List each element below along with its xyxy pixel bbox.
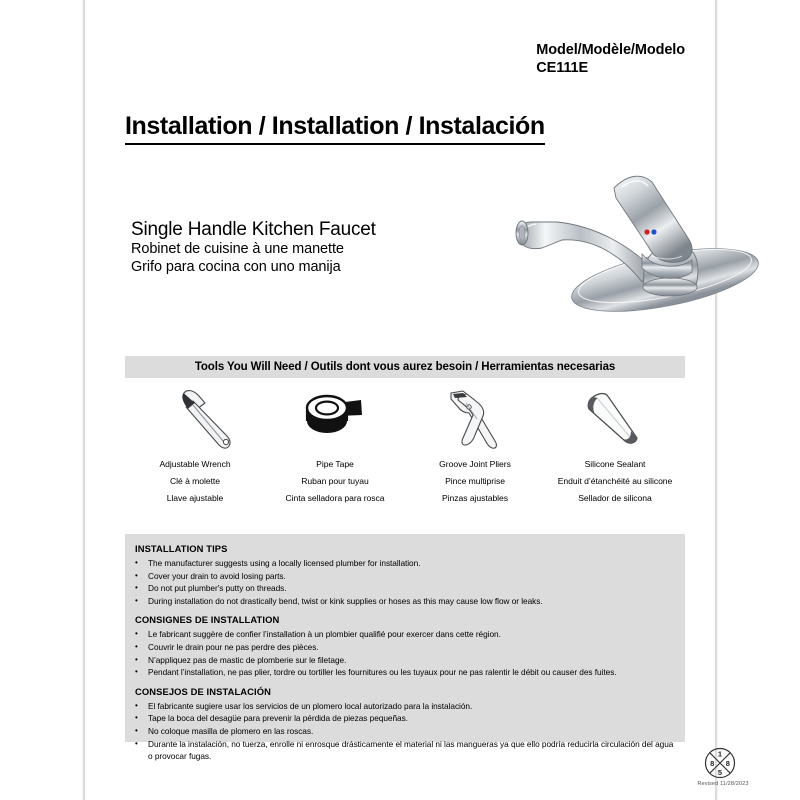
tips-list-en — [135, 557, 675, 607]
product-name-fr: Robinet de cuisine à une manette — [131, 241, 344, 258]
product-name-en: Single Handle Kitchen Faucet — [131, 219, 376, 240]
tip-text: Pendant l’installation, ne pas plier, tordre ou tortiller les fournitures ou les tuyaux pour ne pas ralentir le débit ou causer des fuites. — [148, 667, 617, 678]
installation-tips-panel — [125, 534, 685, 762]
tip-item — [135, 700, 675, 713]
model-number: CE111E — [536, 60, 589, 77]
groove-joint-pliers-icon — [433, 380, 517, 456]
tool-label-en: Adjustable Wrench — [159, 459, 231, 469]
revision-note: Revised 11/28/2023 — [697, 781, 749, 787]
tool-label-group — [439, 456, 511, 508]
product-name-es: Grifo para cocina con uno manija — [131, 258, 341, 275]
bullet-icon: • — [135, 738, 138, 748]
bullet-icon: • — [135, 570, 138, 580]
tip-text: Le fabricant suggère de confier l’installation à un plombier qualifié pour exercer dans cette région. — [148, 629, 501, 640]
bullet-icon: • — [135, 713, 138, 723]
tip-text: Do not put plumber's putty on threads. — [148, 583, 287, 594]
tool-label-fr: Clé à molette — [170, 476, 220, 487]
bullet-icon: • — [135, 583, 138, 593]
bullet-icon: • — [135, 654, 138, 664]
tips-title-es: CONSEJOS DE INSTALACIÓN — [135, 685, 271, 697]
tip-text: N’appliquez pas de mastic de plomberie sur le filetage. — [148, 654, 347, 665]
tip-text: Cover your drain to avoid losing parts. — [148, 570, 286, 581]
tool-item-pipe-tape — [265, 380, 405, 508]
bullet-icon: • — [135, 642, 138, 652]
adjustable-wrench-icon — [153, 380, 237, 456]
logo-digit-left: 8 — [710, 759, 715, 768]
cold-indicator-dot — [651, 229, 656, 234]
model-label-line: Model/Modèle/Modelo — [536, 42, 685, 58]
tip-text: During installation do not drastically bend, twist or kink supplies or hoses as this may cause low flow or leaks. — [148, 595, 543, 606]
silicone-sealant-icon — [573, 380, 657, 456]
tool-label-group — [159, 456, 230, 508]
tip-text: No coloque masilla de plomero en las roscas. — [148, 726, 314, 737]
tool-label-es: Sellador de silicona — [578, 493, 652, 504]
page-gutter-left — [0, 0, 85, 800]
bullet-icon: • — [135, 595, 138, 605]
tip-item — [135, 582, 675, 595]
tip-text: The manufacturer suggests using a locally licensed plumber for installation. — [148, 558, 421, 568]
bullet-icon: • — [135, 700, 138, 710]
manufacturer-logo-icon — [703, 746, 737, 780]
model-block — [536, 41, 685, 77]
bullet-icon: • — [135, 629, 138, 639]
tip-item — [135, 628, 675, 641]
tool-label-en: Groove Joint Pliers — [439, 459, 511, 469]
tip-item — [135, 641, 675, 654]
tool-label-fr: Pince multiprise — [445, 476, 505, 487]
tip-item — [135, 654, 675, 667]
tool-label-es: Llave ajustable — [166, 493, 224, 504]
tools-header-bar — [125, 356, 685, 378]
tip-text: Tape la boca del desagüe para prevenir la pérdida de piezas pequeñas. — [148, 713, 408, 724]
tools-row — [125, 380, 685, 508]
faucet-illustration — [502, 160, 787, 345]
logo-digit-right: 8 — [725, 759, 730, 768]
tool-label-group — [558, 456, 673, 508]
tip-item — [135, 570, 675, 583]
tip-text: El fabricante sugiere usar los servicios de un plomero local autorizado para la instalación. — [148, 700, 473, 711]
tips-group-es — [135, 686, 675, 763]
hot-indicator-dot — [644, 229, 649, 234]
tips-title-fr: CONSIGNES DE INSTALLATION — [135, 614, 280, 626]
tool-item-adjustable-wrench — [125, 380, 265, 508]
product-name-block — [131, 218, 376, 277]
tips-title-en: INSTALLATION TIPS — [135, 543, 228, 554]
page-gutter-right — [715, 0, 800, 800]
tips-list-fr — [135, 628, 675, 678]
tip-text: Durante la instalación, no tuerza, enrolle ni enrosque drásticamente el material ni las mangueras ya que ello podría reducirla circulación del agua o provocar fugas. — [148, 738, 674, 762]
logo-digit-top: 1 — [717, 749, 723, 759]
bullet-icon: • — [135, 726, 138, 736]
document-page — [85, 0, 749, 800]
page-edge-right — [715, 0, 718, 800]
tool-item-groove-joint-pliers — [405, 380, 545, 508]
tip-item — [135, 595, 675, 608]
tool-label-es: Cinta selladora para rosca — [285, 493, 385, 504]
tips-group-en — [135, 543, 675, 607]
tip-item — [135, 725, 675, 738]
bullet-icon: • — [135, 558, 138, 567]
tool-label-fr: Ruban pour tuyau — [301, 476, 369, 487]
tip-item — [135, 557, 675, 570]
pipe-tape-icon — [293, 380, 377, 456]
tool-label-en: Pipe Tape — [316, 459, 354, 469]
page-title: Installation / Installation / Instalación — [125, 112, 545, 145]
tips-list-es — [135, 700, 675, 763]
tool-label-group — [285, 456, 384, 508]
tools-header-label: Tools You Will Need / Outils dont vous aurez besoin / Herramientas necesarias — [194, 361, 616, 373]
tool-label-en: Silicone Sealant — [584, 459, 646, 469]
tip-item — [135, 738, 675, 763]
tool-item-silicone-sealant — [545, 380, 685, 508]
bullet-icon: • — [135, 667, 138, 677]
tip-text: Couvrir le drain pour ne pas perdre des pièces. — [148, 642, 319, 653]
tool-label-es: Pinzas ajustables — [441, 493, 509, 504]
tool-label-fr: Enduit d’étanchéité au silicone — [557, 476, 673, 487]
logo-digit-bottom: 5 — [717, 768, 723, 777]
tip-item — [135, 666, 675, 679]
tip-item — [135, 712, 675, 725]
tips-group-fr — [135, 614, 675, 678]
